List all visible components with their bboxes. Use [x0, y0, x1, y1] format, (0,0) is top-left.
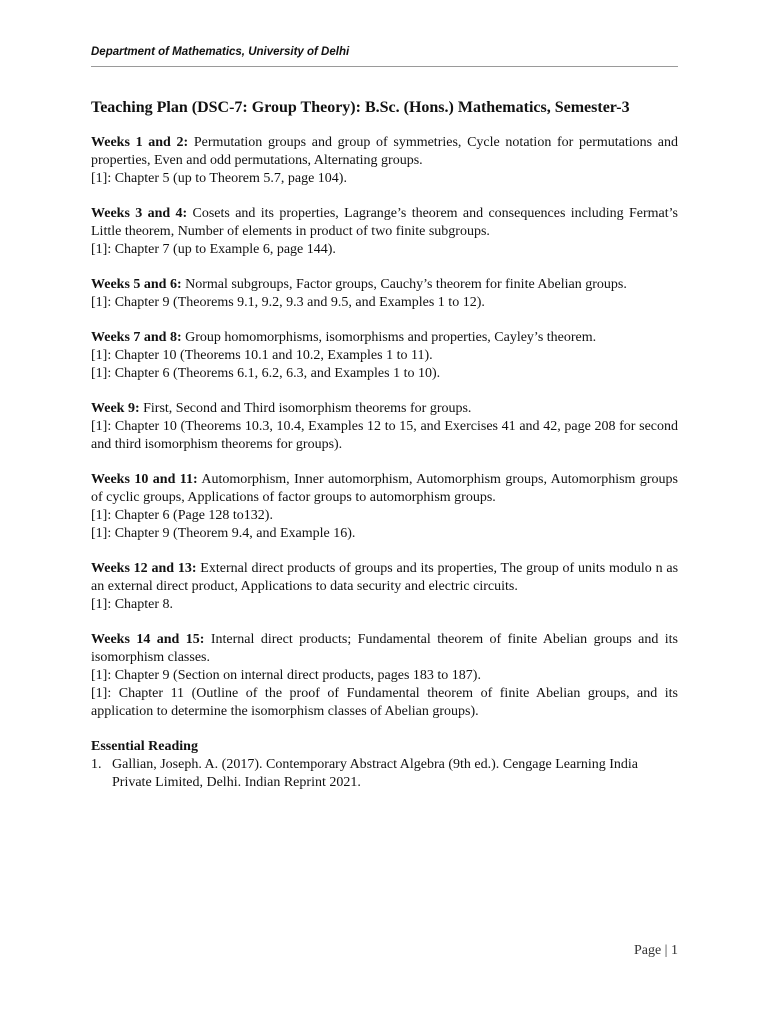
chapter-reference: [1]: Chapter 9 (Theorem 9.4, and Example 16). — [91, 526, 356, 541]
week-topics — [91, 631, 678, 667]
week-topics — [91, 400, 678, 418]
document-title: Teaching Plan (DSC-7: Group Theory): B.Sc. (Hons.) Mathematics, Semester-3 — [91, 99, 630, 116]
chapter-reference: [1]: Chapter 6 (Theorems 6.1, 6.2, 6.3, and Examples 1 to 10). — [91, 366, 441, 381]
reading-citation: Gallian, Joseph. A. (2017). Contemporary Abstract Algebra (9th ed.). Cengage Learning India Private Limited, Delhi. Indian Reprint 2021. — [112, 757, 639, 790]
week-section — [91, 560, 678, 614]
week-topics — [91, 205, 678, 241]
week-description: Automorphism, Inner automorphism, Automorphism groups, Automorphism groups of cyclic groups, Applications of factor groups to automorphism groups. — [91, 472, 678, 505]
week-description: Permutation groups and group of symmetries, Cycle notation for permutations and properties, Even and odd permutations, Alternating groups. — [91, 135, 679, 168]
week-topics — [91, 471, 678, 507]
week-label: Weeks 12 and 13: — [91, 561, 197, 576]
week-topics — [91, 329, 678, 347]
week-section — [91, 471, 678, 543]
week-description: First, Second and Third isomorphism theorems for groups. — [139, 401, 472, 416]
week-description: External direct products of groups and its properties, The group of units modulo n as an external direct product, Applications to data security and electric circuits. — [91, 561, 679, 594]
chapter-reference: [1]: Chapter 11 (Outline of the proof of Fundamental theorem of finite Abelian groups, and its application to determine the isomorphism classes of Abelian groups). — [91, 686, 678, 719]
week-section — [91, 205, 678, 259]
reading-item — [91, 756, 678, 792]
week-section — [91, 329, 678, 383]
week-label: Weeks 14 and 15: — [91, 632, 205, 647]
week-topics — [91, 560, 678, 596]
chapter-reference: [1]: Chapter 9 (Theorems 9.1, 9.2, 9.3 and 9.5, and Examples 1 to 12). — [91, 295, 485, 310]
reading-heading: Essential Reading — [91, 739, 198, 754]
week-topics — [91, 276, 678, 294]
page-number: Page | 1 — [633, 943, 678, 958]
week-description: Cosets and its properties, Lagrange’s theorem and consequences including Fermat’s Little theorem, Number of elements in product of two finite subgroups. — [91, 206, 678, 239]
week-section — [91, 276, 678, 312]
week-label: Weeks 7 and 8: — [91, 330, 182, 345]
week-section — [91, 631, 678, 721]
chapter-reference: [1]: Chapter 7 (up to Example 6, page 144). — [91, 242, 336, 257]
week-label: Weeks 3 and 4: — [91, 206, 188, 221]
essential-reading — [91, 738, 678, 792]
week-topics — [91, 134, 678, 170]
reading-number: 1. — [91, 757, 102, 772]
weekly-sections — [91, 134, 678, 721]
reading-list — [91, 756, 678, 792]
chapter-reference: [1]: Chapter 8. — [91, 597, 174, 612]
week-description: Normal subgroups, Factor groups, Cauchy’s theorem for finite Abelian groups. — [181, 277, 627, 292]
chapter-reference: [1]: Chapter 5 (up to Theorem 5.7, page 104). — [91, 171, 347, 186]
week-section — [91, 134, 678, 188]
week-label: Weeks 1 and 2: — [91, 135, 189, 150]
week-label: Weeks 10 and 11: — [91, 472, 198, 487]
chapter-reference: [1]: Chapter 10 (Theorems 10.3, 10.4, Examples 12 to 15, and Exercises 41 and 42, page 208 for second and third isomorphism theorems for groups). — [91, 419, 678, 452]
chapter-reference: [1]: Chapter 9 (Section on internal direct products, pages 183 to 187). — [91, 668, 481, 683]
week-label: Weeks 5 and 6: — [91, 277, 182, 292]
week-section — [91, 400, 678, 454]
week-description: Internal direct products; Fundamental theorem of finite Abelian groups and its isomorphism classes. — [91, 632, 678, 665]
chapter-reference: [1]: Chapter 6 (Page 128 to132). — [91, 508, 273, 523]
department-header: Department of Mathematics, University of Delhi — [91, 46, 350, 58]
week-label: Week 9: — [91, 401, 140, 416]
header-rule — [91, 66, 678, 67]
week-description: Group homomorphisms, isomorphisms and properties, Cayley’s theorem. — [181, 330, 597, 345]
chapter-reference: [1]: Chapter 10 (Theorems 10.1 and 10.2, Examples 1 to 11). — [91, 348, 433, 363]
teaching-plan-body — [91, 134, 678, 792]
